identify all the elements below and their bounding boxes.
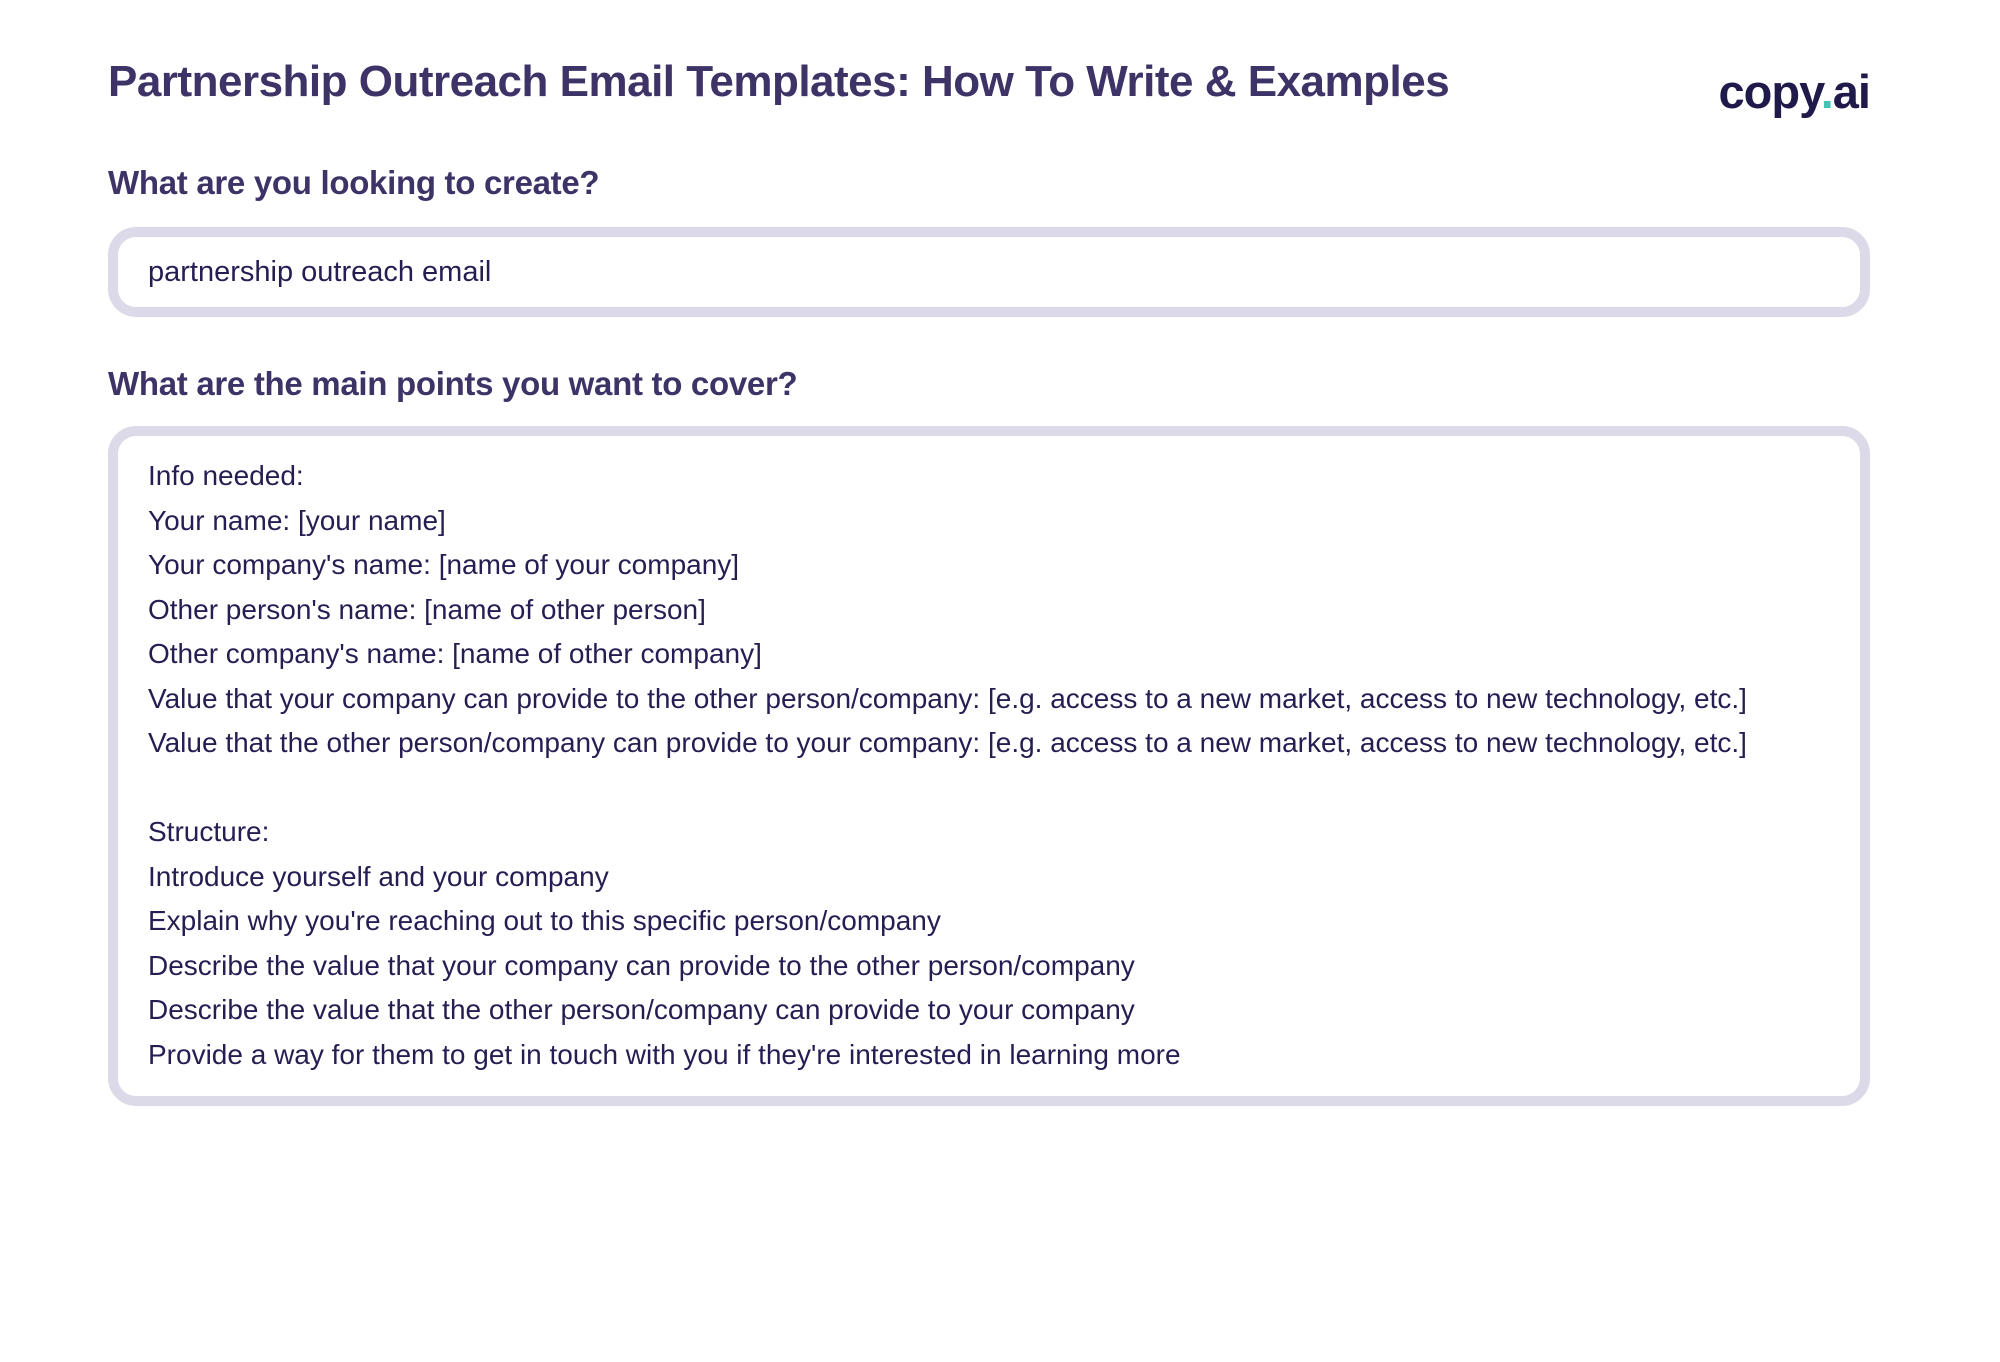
logo-dot: .	[1820, 65, 1833, 118]
create-question-label: What are you looking to create?	[108, 164, 600, 202]
logo-text-copy: copy	[1718, 65, 1821, 118]
copyai-logo	[1719, 56, 1870, 120]
logo-text-ai: ai	[1832, 65, 1870, 118]
main-points-textarea[interactable]	[108, 426, 1870, 1106]
header	[108, 56, 1870, 120]
content-container	[108, 0, 1870, 1106]
main-points-question-label: What are the main points you want to cover?	[108, 365, 798, 403]
create-input[interactable]	[108, 227, 1870, 317]
page-title: Partnership Outreach Email Templates: How To Write & Examples	[108, 57, 1450, 106]
